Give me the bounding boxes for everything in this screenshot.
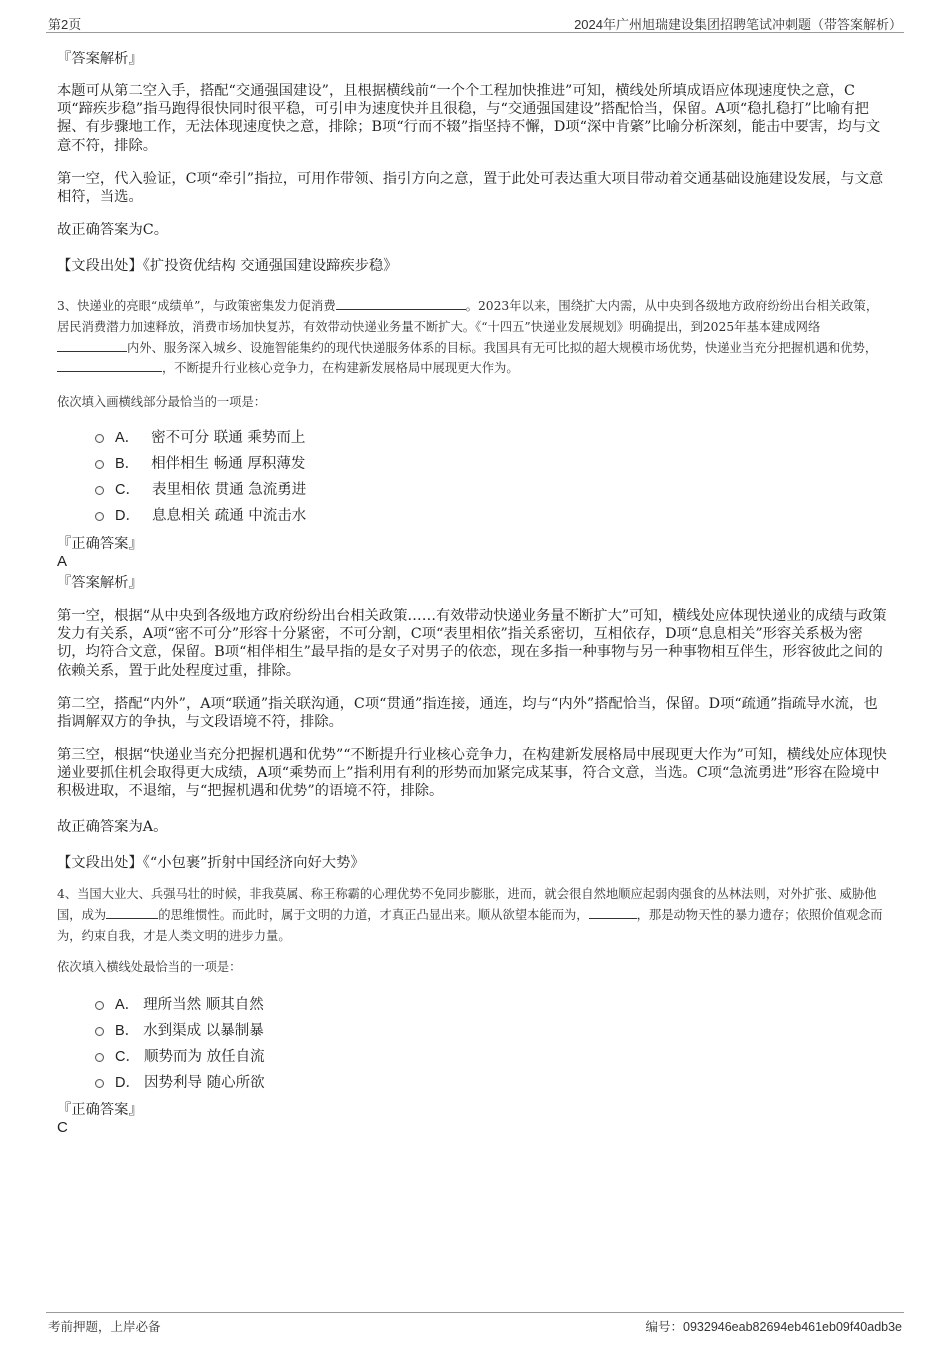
- radio-icon[interactable]: [95, 1027, 104, 1036]
- radio-icon[interactable]: [95, 486, 104, 495]
- q4-options: [95, 990, 265, 1094]
- radio-icon[interactable]: [95, 1001, 104, 1010]
- page-footer: [46, 1312, 904, 1335]
- q3-source: 【文段出处】《“小包裹”折射中国经济向好大势》: [57, 855, 365, 871]
- q3-stem: 3、快递业的亮眼“成绩单”，与政策密集发力促消费 。2023年以来，围绕扩大内需，从中央到各级地方政府纷纷出台相关政策，居民消费潜力加速释放，消费市场加快复苏，有效带动快递业务量不断扩大。《“十四五”快递业发展规划》明确提出，到2025年基本建成网络内外、服务深入城乡、设施智能集约的现代快递服务体系的目标。我国具有无可比拟的超大规模市场优势，快递业当充分把握机遇和优势，，不断提升行业核心竞争力，在构建新发展格局中展现更大作为。: [57, 299, 879, 376]
- q2-analysis-para3: 故正确答案为C。: [57, 222, 169, 238]
- q2-analysis-para1: 本题可从第二空入手，搭配“交通强国建设”，且根据横线前“一个个工程加快推进”可知，横线处所填成语应体现速度快之意，C项“蹄疾步稳”指马跑得很快同时很平稳，可引申为速度快并且很稳，与“交通强国建设”搭配恰当，保留。A项“稳扎稳打”比喻有把握、有步骤地工作，无法体现速度快之意，排除；B项“行而不辍”指坚持不懈，D项“深中肯綮”比喻分析深刻，能击中要害，均与文意不符，排除。: [57, 83, 881, 154]
- page-number: 第2页: [48, 17, 82, 32]
- q4-option-a[interactable]: A． 理所当然 顺其自然: [95, 990, 265, 1016]
- radio-icon[interactable]: [95, 1079, 104, 1088]
- q3-blank-3: [57, 359, 162, 372]
- document-id: 编号：0932946eab82694eb461eb09f40adb3e: [645, 1320, 902, 1334]
- q4-blank-1: [106, 906, 158, 919]
- q4-prompt: 依次填入横线处最恰当的一项是：: [57, 960, 242, 974]
- q3-analysis-para3: 第三空，根据“快递业当充分把握机遇和优势”“不断提升行业核心竞争力，在构建新发展格局中展现更大作为”可知，横线处应体现快递业要抓住机会取得更大成绩，A项“乘势而上”指利用有利的形势而加紧完成某事，符合文意，当选。C项“急流勇进”形容在险境中积极进取，不退缩，与“把握机遇和优势”的语境不符，排除。: [57, 747, 887, 800]
- q4-option-d[interactable]: D． 因势利导 随心所欲: [95, 1068, 265, 1094]
- q3-blank-2: [57, 339, 127, 352]
- q3-option-b[interactable]: B． 相伴相生 畅通 厚积薄发: [95, 449, 306, 475]
- q4-stem: 4、当国大业大、兵强马壮的时候，非我莫属、称王称霸的心理优势不免同步膨胀，进而，就会很自然地顺应起弱肉强食的丛林法则，对外扩张、威胁他国，成为 的思维惯性。而此时，属于文明的力道，才真正凸显出来。顺从欲望本能而为， ，那是动物天性的暴力遗存；依照价值观念而为，约束自我，才是人类文明的进步力量。: [57, 887, 883, 943]
- q3-blank-1: [336, 297, 466, 310]
- radio-icon[interactable]: [95, 512, 104, 521]
- document-title: 2024年广州旭瑞建设集团招聘笔试冲刺题（带答案解析）: [574, 17, 902, 32]
- footer-slogan: 考前押题，上岸必备: [48, 1319, 161, 1334]
- q4-correct-tag: 『正确答案』: [57, 1102, 143, 1118]
- q4-correct-answer: C: [57, 1119, 68, 1136]
- q2-analysis-tag: 『答案解析』: [57, 51, 143, 67]
- q3-analysis-tag: 『答案解析』: [57, 575, 143, 591]
- q4-option-b[interactable]: B． 水到渠成 以暴制暴: [95, 1016, 265, 1042]
- q3-option-c[interactable]: C． 表里相依 贯通 急流勇进: [95, 475, 306, 501]
- q3-analysis-para4: 故正确答案为A。: [57, 819, 168, 835]
- q3-correct-answer: A: [57, 553, 68, 570]
- page-header: [46, 10, 904, 33]
- radio-icon[interactable]: [95, 434, 104, 443]
- q4-blank-2: [589, 906, 637, 919]
- q3-options: [95, 423, 306, 527]
- q4-option-c[interactable]: C． 顺势而为 放任自流: [95, 1042, 265, 1068]
- q2-source: 【文段出处】《扩投资优结构 交通强国建设蹄疾步稳》: [57, 258, 398, 274]
- q3-analysis-para1: 第一空，根据“从中央到各级地方政府纷纷出台相关政策……有效带动快递业务量不断扩大”可知，横线处应体现快递业的成绩与政策发力有关系，A项“密不可分”形容十分紧密，不可分割，C项“表里相依”指关系密切，互相依存，D项“息息相关”形容关系极为密切，均符合文意，保留。B项“相伴相生”最早指的是女子对男子的依恋，现在多指一种事物与另一种事物相互伴生，形容彼此之间的依赖关系，置于此处程度过重，排除。: [57, 608, 887, 679]
- radio-icon[interactable]: [95, 1053, 104, 1062]
- q3-analysis-para2: 第二空，搭配“内外”，A项“联通”指关联沟通，C项“贯通”指连接，通连，均与“内外”搭配恰当，保留。D项“疏通”指疏导水流，也指调解双方的争执，与文段语境不符，排除。: [57, 696, 878, 731]
- q3-option-d[interactable]: D． 息息相关 疏通 中流击水: [95, 501, 306, 527]
- q3-prompt: 依次填入画横线部分最恰当的一项是：: [57, 395, 267, 409]
- q3-option-a[interactable]: A． 密不可分 联通 乘势而上: [95, 423, 306, 449]
- q2-analysis-para2: 第一空，代入验证，C项“牵引”指拉，可用作带领、指引方向之意，置于此处可表达重大项目带动着交通基础设施建设发展，与文意相符，当选。: [57, 171, 884, 206]
- radio-icon[interactable]: [95, 460, 104, 469]
- q3-correct-tag: 『正确答案』: [57, 536, 143, 552]
